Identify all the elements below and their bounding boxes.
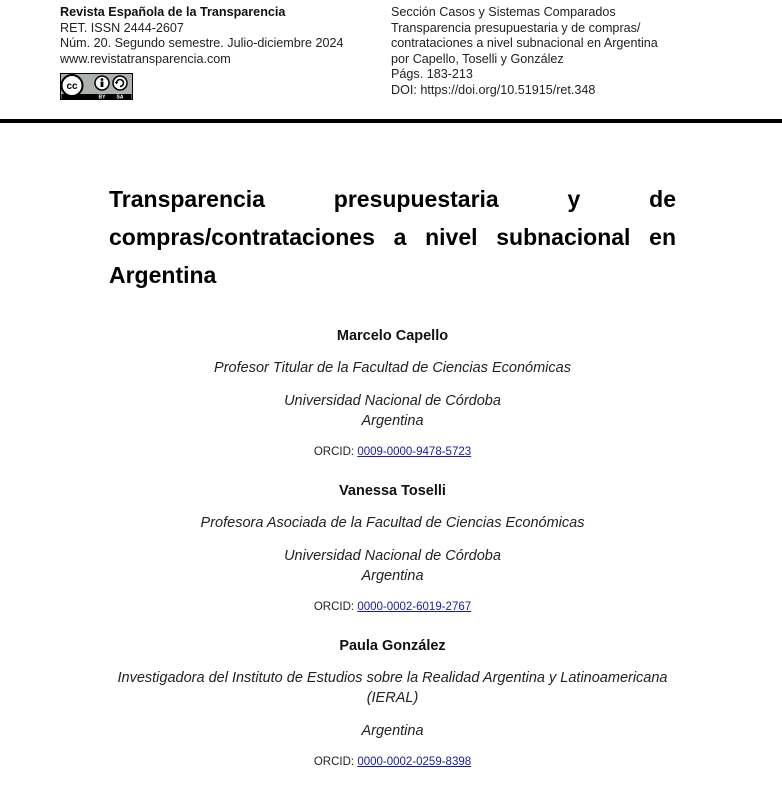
- orcid-label: ORCID:: [313, 446, 355, 458]
- author-block-3: [110, 636, 675, 770]
- author-position: Profesor Titular de la Facultad de Ciencias Económicas: [214, 360, 571, 376]
- orcid-link[interactable]: 0009-0000-9478-5723: [357, 446, 472, 458]
- orcid-line: [110, 754, 675, 770]
- author-name: Marcelo Capello: [336, 328, 449, 344]
- share-alike-icon: [113, 76, 127, 90]
- author-name: Vanessa Toselli: [339, 483, 446, 499]
- author-university: Universidad Nacional de Córdoba: [284, 393, 501, 409]
- author-position: Profesora Asociada de la Facultad de Ciencias Económicas: [200, 515, 585, 531]
- journal-website[interactable]: www.revistatransparencia.com: [60, 51, 231, 66]
- journal-name: Revista Española de la Transparencia: [60, 5, 286, 19]
- author-block-2: [110, 481, 675, 615]
- orcid-line: [110, 599, 675, 615]
- article-ref-line-2: contrataciones a nivel subnacional en Argentina: [391, 36, 658, 51]
- author-country: Argentina: [361, 568, 424, 584]
- article-title: Transparencia presupuestaria y de compras/contrataciones a nivel subnacional en Argentina: [109, 186, 676, 288]
- cc-logo-text: cc: [66, 81, 78, 92]
- header-left: [60, 5, 380, 67]
- orcid-label: ORCID:: [313, 756, 355, 768]
- page-range: Págs. 183-213: [391, 67, 473, 82]
- orcid-link[interactable]: 0000-0002-6019-2767: [357, 601, 472, 613]
- author-name: Paula González: [339, 638, 446, 654]
- author-country: Argentina: [361, 413, 424, 429]
- article-authors-ref: por Capello, Toselli y González: [391, 51, 564, 66]
- author-block-1: [110, 326, 675, 460]
- section-name: Sección Casos y Sistemas Comparados: [391, 5, 616, 19]
- cc-by-sa-license-badge[interactable]: [60, 73, 133, 100]
- journal-issn: RET. ISSN 2444-2607: [60, 20, 184, 35]
- author-position: Investigadora del Instituto de Estudios sobre la Realidad Argentina y Latinoamericana (IERAL): [117, 670, 668, 706]
- by-label: BY: [98, 94, 106, 100]
- orcid-link[interactable]: 0000-0002-0259-8398: [357, 756, 472, 768]
- header-right: [391, 5, 771, 99]
- author-university: Universidad Nacional de Córdoba: [284, 548, 501, 564]
- article-ref-line-1: Transparencia presupuestaria y de compras/: [391, 20, 641, 35]
- orcid-line: [110, 444, 675, 460]
- doi[interactable]: DOI: https://doi.org/10.51915/ret.348: [391, 82, 596, 97]
- sa-label: SA: [116, 94, 124, 100]
- journal-issue: Núm. 20. Segundo semestre. Julio-diciembre 2024: [60, 36, 344, 51]
- orcid-label: ORCID:: [313, 601, 355, 613]
- author-country: Argentina: [361, 723, 424, 739]
- header-divider: [0, 119, 782, 123]
